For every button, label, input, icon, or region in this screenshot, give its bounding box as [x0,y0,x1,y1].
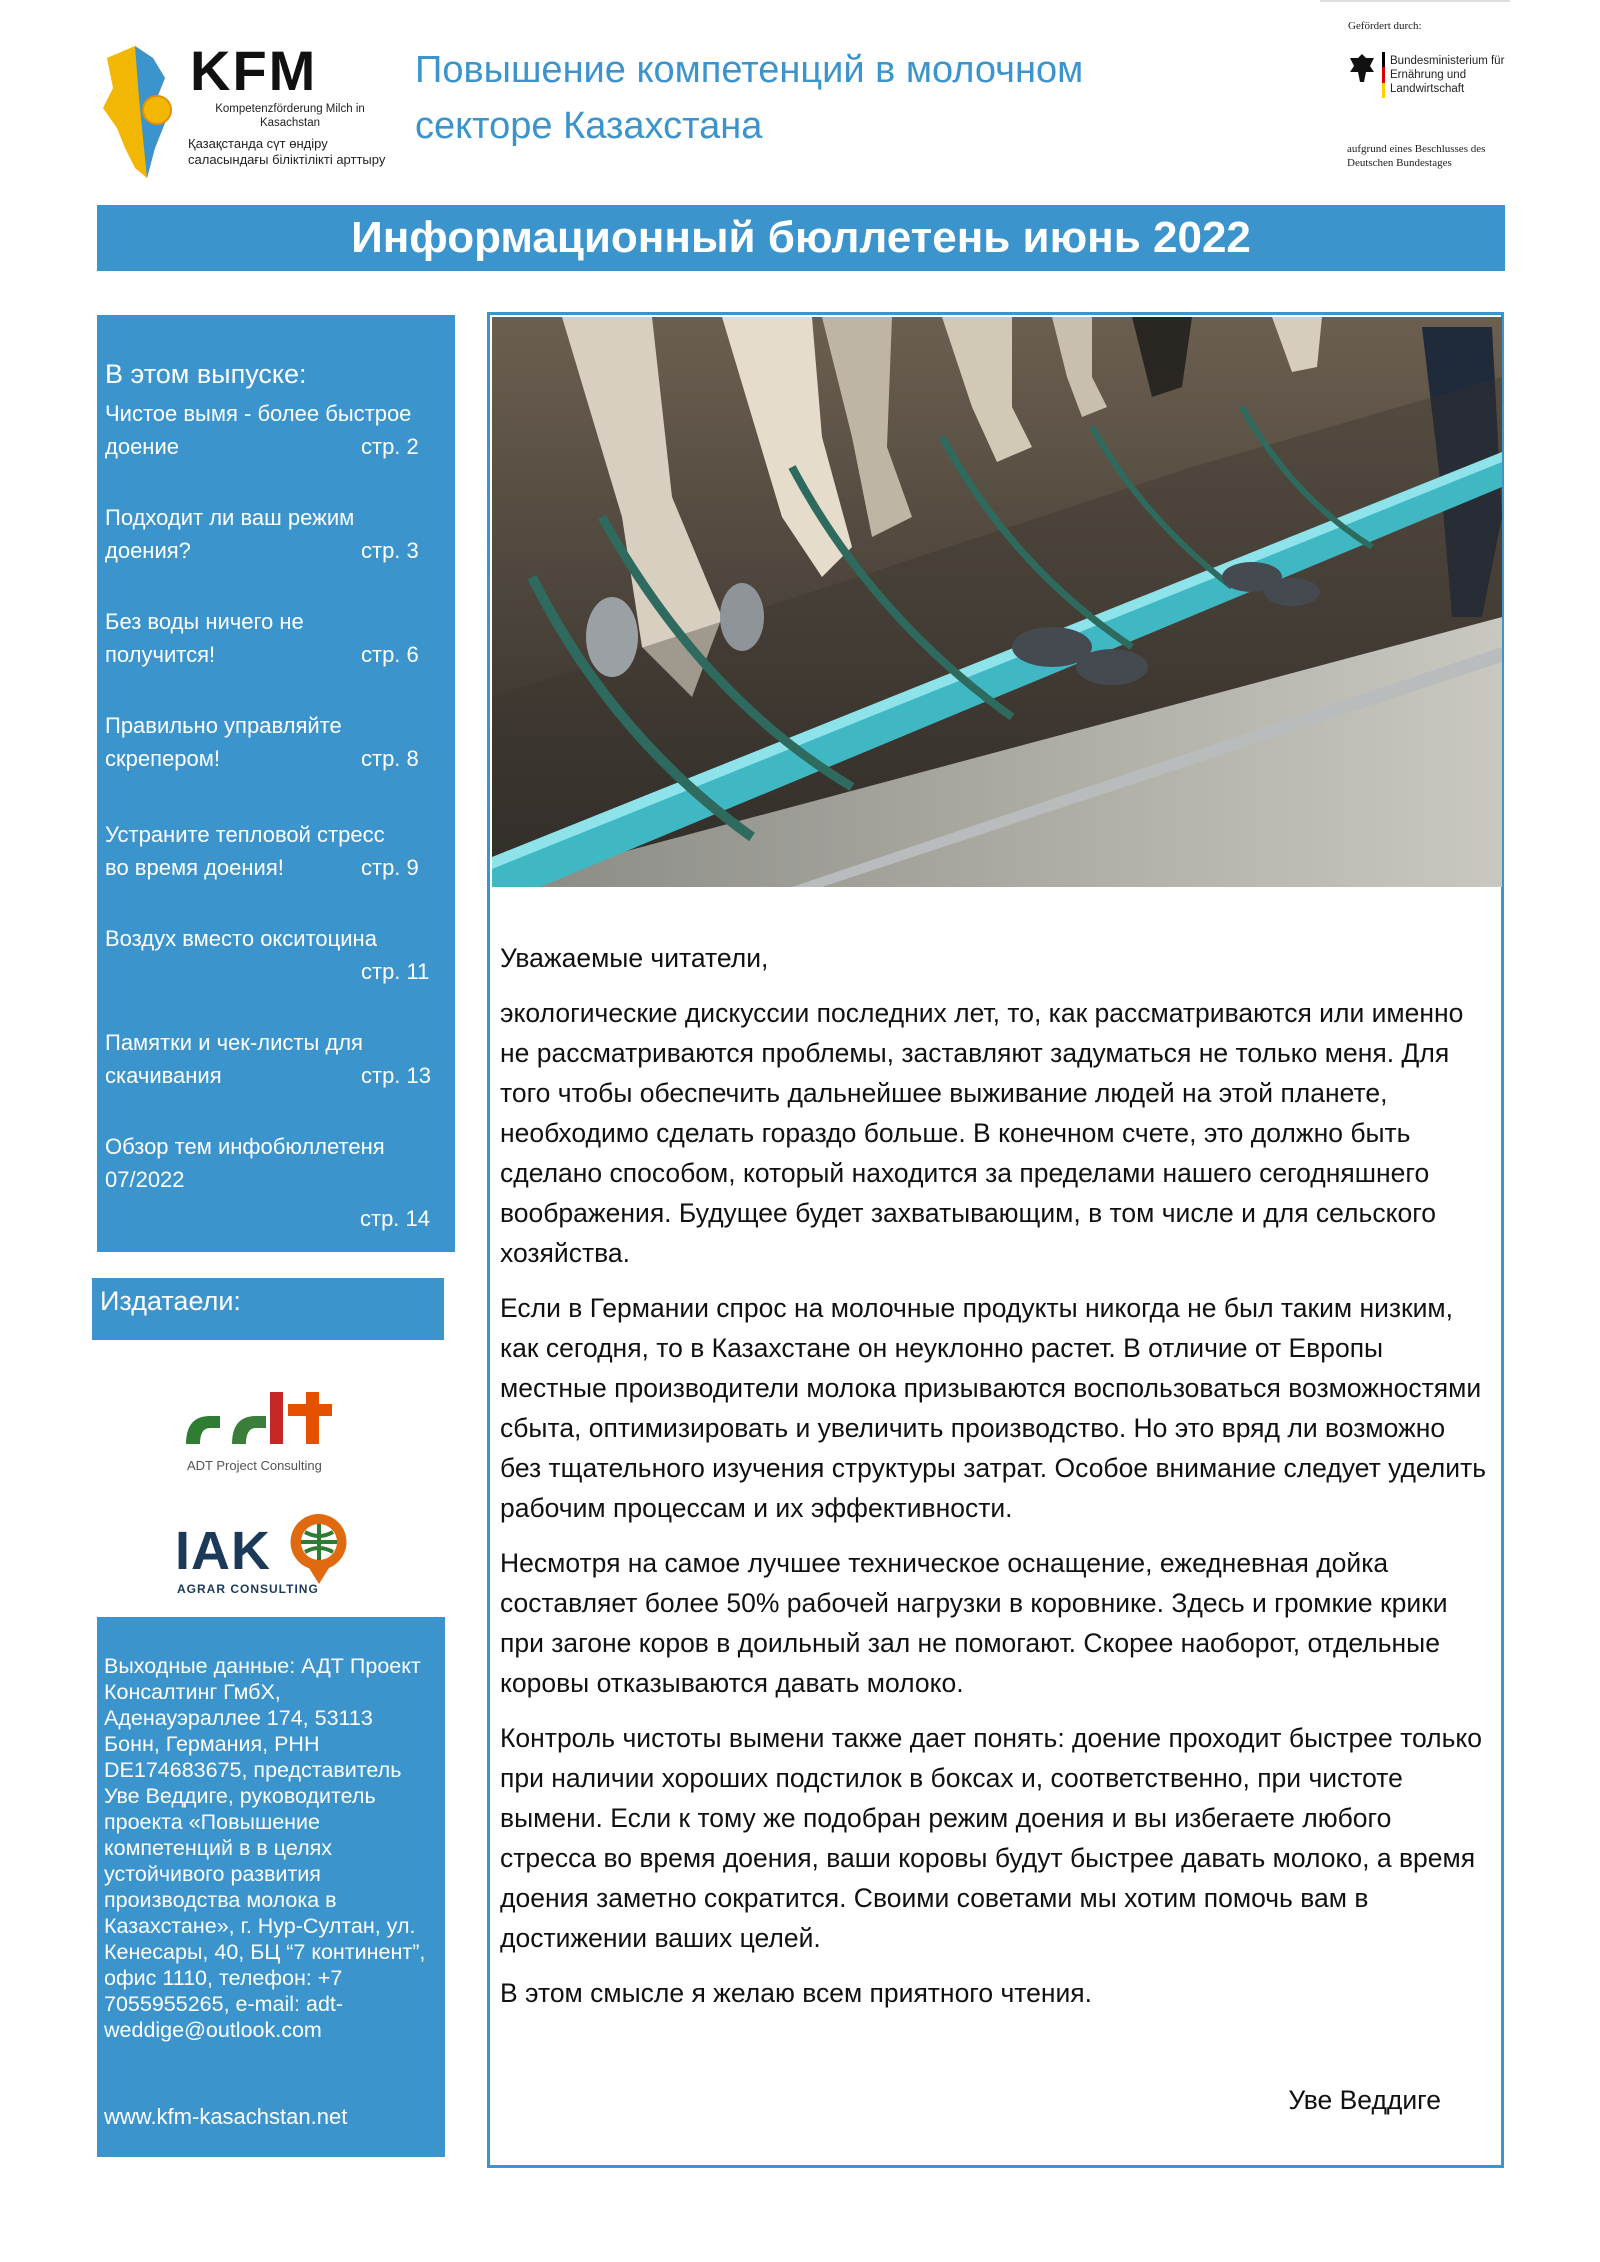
adt-caption: ADT Project Consulting [187,1458,322,1473]
project-title: Повышение компетенций в молочном секторе Казахстана [415,49,1084,147]
toc-item-title: Правильно управляйте [105,713,342,738]
toc-item-page: стр. 13 [361,1063,432,1088]
letter-paragraph: экологические дискуссии последних лет, то, как рассматриваются или именно не рассматриваются проблемы, заставляют задуматься не только меня. Для того чтобы обеспечить дальнейшее выживание людей на этой планете, необходимо сделать гораздо больше. В конечном счете, это должно быть сделано способом, который находится за пределами нашего сегодняшнего воображения. Будущее будет захватывающим, в том числе и для сельского хозяйства. [500,998,1464,1268]
toc-item[interactable] [105,709,450,775]
logo-tagline-kz: Қазақстанда сүт өндіру саласындағы біліктілікті арттыру [188,136,386,167]
toc-item-title: скрепером! [105,746,220,771]
toc-item-title: 07/2022 [105,1167,185,1192]
toc-item-title: Памятки и чек-листы для [105,1030,363,1055]
toc-heading: В этом выпуске: [105,359,307,389]
imprint-text: Выходные данные: АДТ Проект Консалтинг ГмбХ, Аденауэраллее 174, 53113 Бонн, Германия, РНН DE174683675, представитель Уве Веддиге, руководитель проекта «Повышение компетенций в в целях устойчивого развития производства молока в Казахстане», г. Нур-Султан, ул. Кенесары, 40, БЦ “7 континент”, офис 1110, телефон: +7 7055955265, e-mail: adt-weddige@outlook.com [104,1654,426,2042]
kazakhstan-map-icon [95,38,190,188]
toc-item-title: во время доения! [105,855,284,880]
toc-item[interactable] [105,501,450,567]
funder-block [1320,0,1540,180]
toc-item-page: стр. 3 [361,538,419,563]
letter-signature: Уве Веддиге [1288,2085,1441,2115]
toc-item-page: стр. 6 [361,642,419,667]
toc-item-page: стр. 8 [361,746,419,771]
toc-item-page: стр. 9 [361,855,419,880]
main-content-box [487,312,1504,2168]
toc-item[interactable] [105,922,450,984]
logo-wordmark: KFM [190,39,318,102]
adt-logo [180,1384,350,1474]
toc-item-title: получится! [105,642,216,667]
toc-item-page: стр. 2 [361,434,419,459]
editorial-letter [500,938,1490,2028]
funder-bottom-label: aufgrund eines Beschlusses des Deutschen Bundestages [1347,143,1486,169]
kfm-logo [95,38,386,188]
funder-top-label: Gefördert durch: [1348,20,1422,32]
iak-wordmark: IAK [175,1521,271,1581]
toc-sidebar [97,315,455,1252]
letter-paragraph: Несмотря на самое лучшее техническое оснащение, ежедневная дойка составляет более 50% рабочей нагрузки в коровнике. Здесь и громкие крики при загоне коров в доильный зал не помогают. Скорее наоборот, отдельные коровы отказываются давать молоко. [500,1548,1448,1698]
toc-item[interactable] [105,397,450,463]
website-link[interactable]: www.kfm-kasachstan.net [104,2104,348,2129]
federal-eagle-icon [1348,52,1376,84]
toc-item-title: Воздух вместо окситоцина [105,926,377,951]
toc-item[interactable] [105,1026,450,1092]
toc-item-title: Чистое вымя - более быстрое [105,401,412,426]
divider [1320,0,1510,2]
toc-item-page: стр. 11 [361,959,430,984]
toc-item-title: Подходит ли ваш режим [105,505,355,530]
toc-item-page: стр. 14 [360,1206,431,1231]
logo-tagline-de: Kompetenzförderung Milch in Kasachstan [215,103,365,129]
toc-item[interactable] [105,1130,450,1231]
toc-item-title: доение [105,434,179,459]
toc-item[interactable] [105,605,450,671]
letter-paragraph: Если в Германии спрос на молочные продукты никогда не был таким низким, как сегодня, то в Казахстане он неуклонно растет. В отличие от Европы местные производители молока призываются воспользоваться возможностями сбыта, оптимизировать и увеличить производство. Но это вряд ли возможно без тщательного изучения структуры затрат. Особое внимание следует уделить рабочим процессам и их эффективности. [500,1293,1486,1523]
letter-paragraph: Контроль чистоты вымени также дает понять: доение проходит быстрее только при наличии хороших подстилок в боксах и, соответственно, при чистоте вымени. Если к тому же подобран режим доения и вы избегаете любого стресса во время доения, ваши коровы будут быстрее давать молоко, а время доения заметно сократится. Своими советами мы хотим помочь вам в достижении ваших целей. [500,1723,1483,1953]
german-flag-icon [1382,52,1385,98]
toc-item-title: доения? [105,538,191,563]
toc-item-title: Устраните тепловой стресс [105,822,385,847]
milking-parlor-photo [492,317,1502,887]
toc-item-title: Обзор тем инфобюллетеня [105,1134,385,1159]
imprint-box [97,1617,445,2157]
toc-item[interactable] [105,818,450,884]
publishers-heading: Издатаели: [92,1278,444,1340]
iak-logo [175,1512,365,1602]
ministry-name: Bundesministerium für Ernährung und Landwirtschaft [1390,55,1505,95]
iak-caption: AGRAR CONSULTING [177,1582,319,1596]
adt-logo-mark [180,1384,340,1456]
letter-greeting: Уважаемые читатели, [500,943,769,973]
toc-item-title: скачивания [105,1063,222,1088]
letter-paragraph: В этом смысле я желаю всем приятного чтения. [500,1978,1093,2008]
newsletter-banner: Информационный бюллетень июнь 2022 [97,205,1505,271]
globe-pin-icon [287,1512,351,1586]
milking-parlor-illustration [492,317,1502,887]
toc-item-title: Без воды ничего не [105,609,304,634]
